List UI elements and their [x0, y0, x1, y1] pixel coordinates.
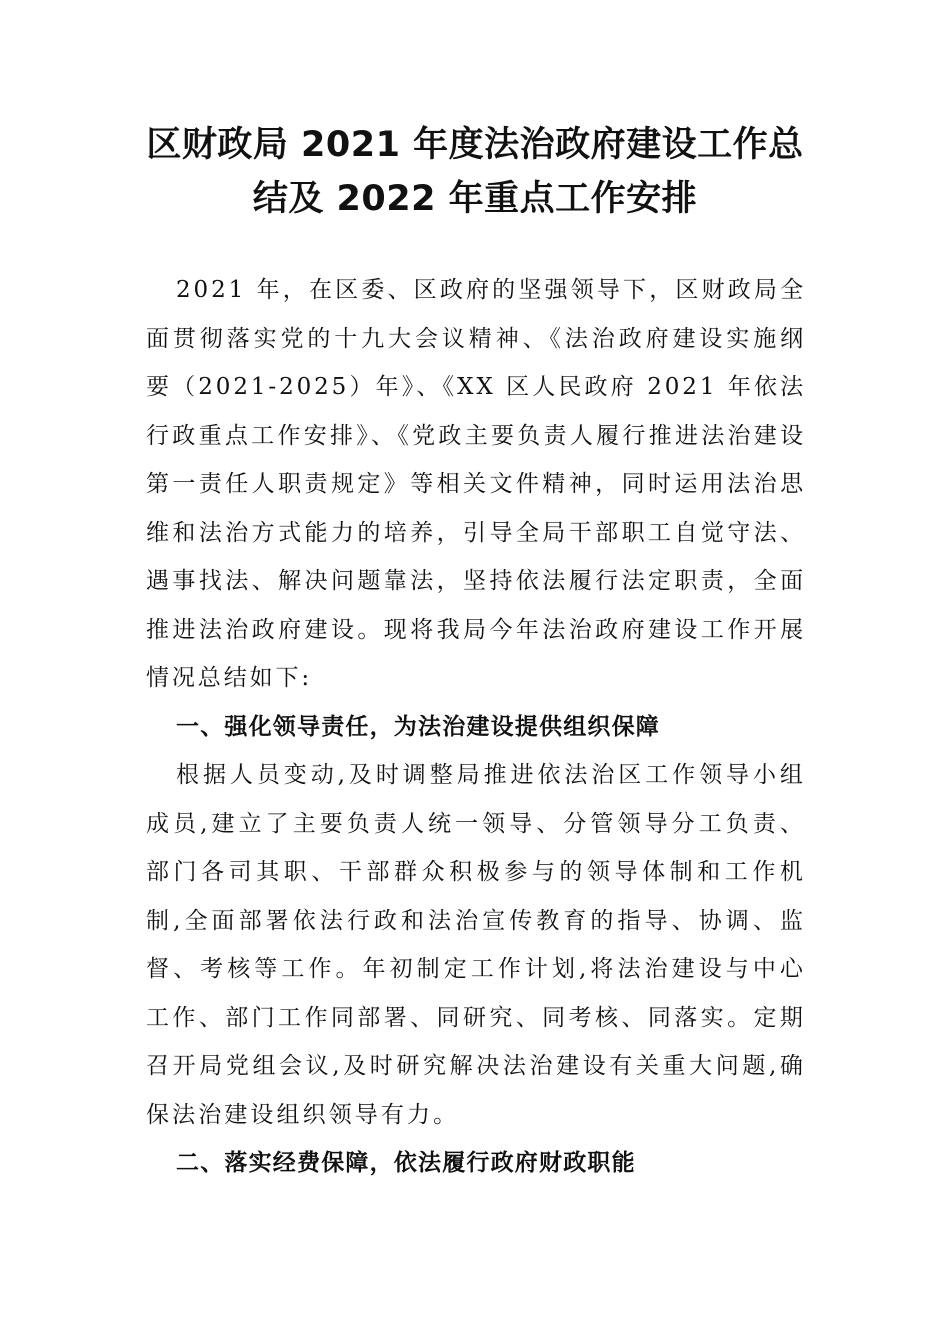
section-1-heading: 一、强化领导责任，为法治建设提供组织保障 [176, 713, 660, 740]
intro-paragraph: 2021 年，在区委、区政府的坚强领导下，区财政局全面贯彻落实党的十九大会议精神、《法治政府建设实施纲要（2021-2025）年》、《XX 区人民政府 2021 年依法行政重点工作安排》、《党政主要负责人履行推进法治建设第一责任人职责规定》等相关文件精神，同时运用法治思维和法治方式能力的培养，引导全局干部职工自觉守法、遇事找法、解决问题靠法，坚持依法履行法定职责，全面推进法治政府建设。现将我局今年法治政府建设工作开展情况总结如下: [146, 277, 806, 691]
section-1-paragraph: 根据人员变动,及时调整局推进依法治区工作领导小组成员,建立了主要负责人统一领导、分管领导分工负责、部门各司其职、干部群众积极参与的领导体制和工作机制,全面部署依法行政和法治宣传教育的指导、协调、监督、考核等工作。年初制定工作计划,将法治建设与中心工作、部门工作同部署、同研究、同考核、同落实。定期召开局党组会议,及时研究解决法治建设有关重大问题,确保法治建设组织领导有力。 [146, 762, 806, 1128]
document-body [146, 266, 806, 1188]
document-title [140, 118, 810, 226]
title-line-2: 结及 2022 年重点工作安排 [252, 179, 698, 219]
title-line-1: 区财政局 2021 年度法治政府建设工作总 [146, 125, 804, 165]
section-2-heading: 二、落实经费保障，依法履行政府财政职能 [176, 1150, 636, 1176]
